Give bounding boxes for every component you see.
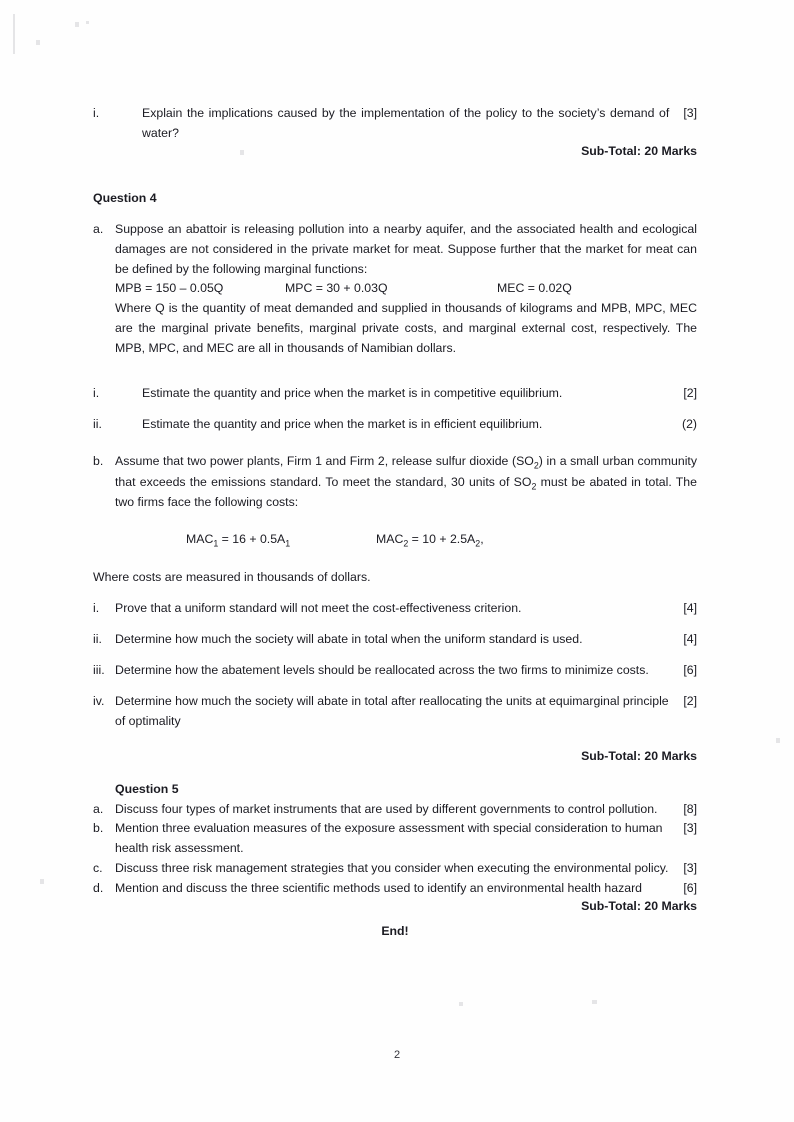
list-item — [93, 692, 697, 732]
marks-value: [6] — [683, 662, 697, 677]
so2-subscript: 2 — [531, 481, 537, 492]
list-marker: a. — [93, 221, 104, 236]
question-4-part-a-note — [93, 299, 697, 359]
end-marker: End! — [381, 924, 409, 939]
formula-mac1: $MAC_1 = 16 + 0.5A_1$ — [186, 532, 291, 549]
list-item — [93, 415, 697, 435]
scan-artifact-speck — [86, 21, 89, 24]
costs-note: Where costs are measured in thousands of dollars. — [93, 570, 371, 585]
list-item — [93, 819, 697, 859]
spacer — [93, 513, 697, 530]
marks-value: [4] — [683, 601, 697, 616]
list-marker: ii. — [93, 631, 102, 646]
list-item — [93, 879, 697, 899]
spacer — [93, 763, 697, 780]
sub-total-label: Sub-Total: 20 Marks — [581, 143, 697, 158]
sub-total-label: Sub-Total: 20 Marks — [581, 748, 697, 763]
spacer — [93, 158, 697, 189]
list-marker: i. — [93, 106, 100, 120]
list-item — [93, 630, 697, 650]
question-4-part-a — [93, 220, 697, 280]
question-4-part-b — [93, 452, 697, 514]
spacer — [93, 588, 697, 599]
list-marker: i. — [93, 601, 100, 616]
list-item — [93, 859, 697, 879]
scan-artifact-edge — [13, 14, 15, 54]
list-item-text: [2] Determine how much the society will abate in total after reallocating the units at equimarginal principle of optimality — [115, 693, 697, 728]
list-marker: i. — [93, 386, 100, 401]
list-marker: d. — [93, 881, 104, 896]
spacer — [93, 650, 697, 661]
list-item-text: [3] Mention three evaluation measures of the exposure assessment with special consideration to human health risk assessment. — [115, 821, 697, 856]
marginal-functions — [115, 279, 697, 299]
spacer — [93, 913, 697, 924]
spacer — [93, 681, 697, 692]
formula-mpc: MPC = 30 + 0.03Q — [285, 281, 388, 296]
so2-subscript: 2 — [533, 460, 539, 471]
list-marker: ii. — [93, 416, 102, 431]
list-item-text: [6] Mention and discuss the three scientific methods used to identify an environmental health hazard — [115, 879, 697, 899]
marks-value: [4] — [683, 631, 697, 646]
list-item — [93, 800, 697, 820]
question-4-formulas-row — [93, 279, 697, 299]
formula-mac2: $MAC_2 = 10 + 2.5A_2$, — [376, 532, 484, 549]
sub-total-label: Sub-Total: 20 Marks — [581, 899, 697, 914]
scan-artifact-speck — [36, 40, 40, 45]
list-item — [93, 661, 697, 681]
list-item-text: [4] Prove that a uniform standard will not meet the cost-effectiveness criterion. — [115, 599, 697, 619]
spacer — [93, 404, 697, 415]
list-marker: a. — [93, 801, 104, 816]
question-4-heading: Question 4 — [93, 190, 157, 205]
list-marker: b. — [93, 821, 104, 836]
spacer — [93, 359, 697, 384]
formula-mec: MEC = 0.02Q — [497, 281, 572, 296]
list-item-text: Suppose an abattoir is releasing pollution into a nearby aquifer, and the associated health and ecological damages are not considered in the private market for meat. Suppose further that the market for meat can be defined by the following marginal functions: — [115, 221, 697, 276]
marks-value: [2] — [683, 386, 697, 401]
list-item-text: (2) Estimate the quantity and price when the market is in efficient equilibrium. — [142, 415, 697, 435]
marks-value: [3] — [683, 821, 697, 836]
list-item-text: [8] Discuss four types of market instruments that are used by different governments to control pollution. — [115, 800, 697, 820]
list-item — [93, 384, 697, 404]
list-item-text: Assume that two power plants, Firm 1 and Firm 2, release sulfur dioxide $(SO_2)$ in a small urban community that exceeds the emissions standard. To meet the standard, 30 units of $SO_2$ must be abated in total. The two firms face the following costs: — [115, 453, 697, 510]
marks-value: (2) — [681, 416, 697, 431]
exam-body — [93, 104, 697, 938]
scan-artifact-speck — [776, 738, 780, 743]
marks-value: [3] — [683, 861, 697, 876]
marks-value: [3] — [683, 106, 697, 120]
list-marker: c. — [93, 861, 103, 876]
spacer — [93, 209, 697, 220]
note-text: Where Q is the quantity of meat demanded and supplied in thousands of kilograms and MPB, MPC, MEC are the marginal private benefits, marginal private costs, and marginal external cost, respectively. The MPB, MPC, and MEC are all in thousands of Namibian dollars. — [115, 301, 697, 356]
marks-value: [6] — [683, 881, 697, 896]
spacer — [93, 435, 697, 452]
list-marker: iii. — [93, 662, 105, 677]
list-marker: iv. — [93, 693, 105, 708]
question-5-heading: Question 5 — [115, 781, 179, 796]
scan-artifact-speck — [592, 1000, 597, 1004]
list-item-text: [2] Estimate the quantity and price when the market is in competitive equilibrium. — [142, 384, 697, 404]
marks-value: [2] — [683, 693, 697, 708]
spacer — [93, 732, 697, 749]
list-item — [93, 599, 697, 619]
list-marker: b. — [93, 453, 104, 468]
list-item-text: [3] Discuss three risk management strategies that you consider when executing the environmental policy. — [115, 859, 697, 879]
formula-mpb: MPB = 150 – 0.05Q — [115, 281, 224, 296]
list-item — [93, 104, 697, 144]
spacer — [93, 551, 697, 568]
scan-artifact-speck — [75, 22, 79, 27]
list-item-text: [3] Explain the implications caused by the implementation of the policy to the society’s demand of water? — [142, 106, 697, 140]
list-item-text: [4] Determine how much the society will abate in total when the uniform standard is used. — [115, 630, 697, 650]
spacer — [93, 619, 697, 630]
scan-artifact-speck — [459, 1002, 463, 1006]
page-number: 2 — [393, 1049, 401, 1061]
scan-artifact-speck — [40, 879, 44, 884]
mac-formulas — [93, 530, 697, 551]
marks-value: [8] — [683, 801, 697, 816]
list-item-text: [6] Determine how the abatement levels should be reallocated across the two firms to minimize costs. — [115, 661, 697, 681]
